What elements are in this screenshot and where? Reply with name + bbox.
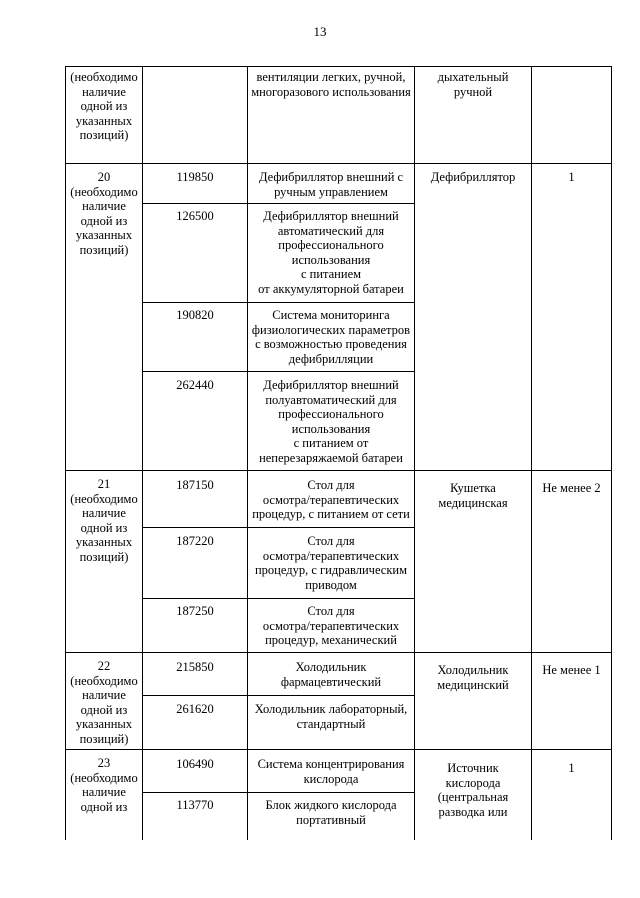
table-border-top — [65, 66, 612, 67]
subrow-divider — [142, 203, 415, 204]
item-code: 106490 — [176, 757, 214, 771]
item-code: 187250 — [176, 604, 214, 618]
item-name: вентиляции легких, ручной, многоразового использования — [251, 70, 411, 99]
equipment-cell: Кушетка медицинская — [438, 481, 508, 510]
subrow-divider — [142, 695, 415, 696]
equipment-cell: Дефибриллятор — [430, 170, 516, 184]
item-code: 119850 — [176, 170, 214, 184]
item-name: Стол для осмотра/терапевтических процедур, с гидравлическим приводом — [254, 534, 408, 592]
subrow-divider — [142, 792, 415, 793]
equipment-cell: Источник кислорода (центральная разводка или — [437, 761, 509, 819]
quantity-cell: Не менее 2 — [542, 481, 601, 495]
group-cell: 23 (необходимо наличие одной из — [70, 756, 138, 814]
item-name: Стол для осмотра/терапевтических процедур, механический — [262, 604, 400, 647]
page-number: 13 — [313, 24, 327, 39]
item-name: Стол для осмотра/терапевтических процедур, с питанием от сети — [252, 478, 410, 521]
item-name: Холодильник фармацевтический — [280, 660, 382, 689]
quantity-cell: Не менее 1 — [542, 663, 601, 677]
item-code: 261620 — [176, 702, 214, 716]
subrow-divider — [142, 598, 415, 599]
group-cell: 20 (необходимо наличие одной из указанных позиций) — [70, 170, 138, 257]
equipment-cell: Холодильник медицинский — [437, 663, 509, 692]
subrow-divider — [142, 527, 415, 528]
item-code: 187220 — [176, 534, 214, 548]
quantity-cell: 1 — [568, 761, 575, 775]
group-cell: (необходимо наличие одной из указанных позиций) — [70, 70, 138, 142]
quantity-cell: 1 — [568, 170, 575, 184]
item-name: Система концентрирования кислорода — [257, 757, 405, 786]
item-name: Дефибриллятор внешний с ручным управлением — [258, 170, 404, 199]
group-cell: 21 (необходимо наличие одной из указанных позиций) — [70, 477, 138, 564]
item-code: 262440 — [176, 378, 214, 392]
subrow-divider — [142, 302, 415, 303]
item-name: Холодильник лабораторный, стандартный — [254, 702, 408, 731]
item-code: 113770 — [176, 798, 214, 812]
group-cell: 22 (необходимо наличие одной из указанных позиций) — [70, 659, 138, 746]
item-code: 215850 — [176, 660, 214, 674]
row-divider — [65, 163, 612, 164]
item-code: 190820 — [176, 308, 214, 322]
item-name: Дефибриллятор внешний полуавтоматический для профессионального использования с питанием от неперезаряжаемой батареи — [259, 378, 403, 465]
item-name: Блок жидкого кислорода портативный — [265, 798, 397, 827]
item-name: Система мониторинга физиологических параметров с возможностью проведения дефибрилляции — [251, 308, 411, 366]
row-divider — [65, 749, 612, 750]
item-code: 126500 — [176, 209, 214, 223]
item-name: Дефибриллятор внешний автоматический для профессионального использования с питанием от аккумуляторной батареи — [258, 209, 404, 296]
row-divider — [65, 470, 612, 471]
table-border-right — [611, 66, 612, 840]
item-code: 187150 — [176, 478, 214, 492]
equipment-cell: дыхательный ручной — [437, 70, 509, 99]
subrow-divider — [142, 371, 415, 372]
row-divider — [65, 652, 612, 653]
